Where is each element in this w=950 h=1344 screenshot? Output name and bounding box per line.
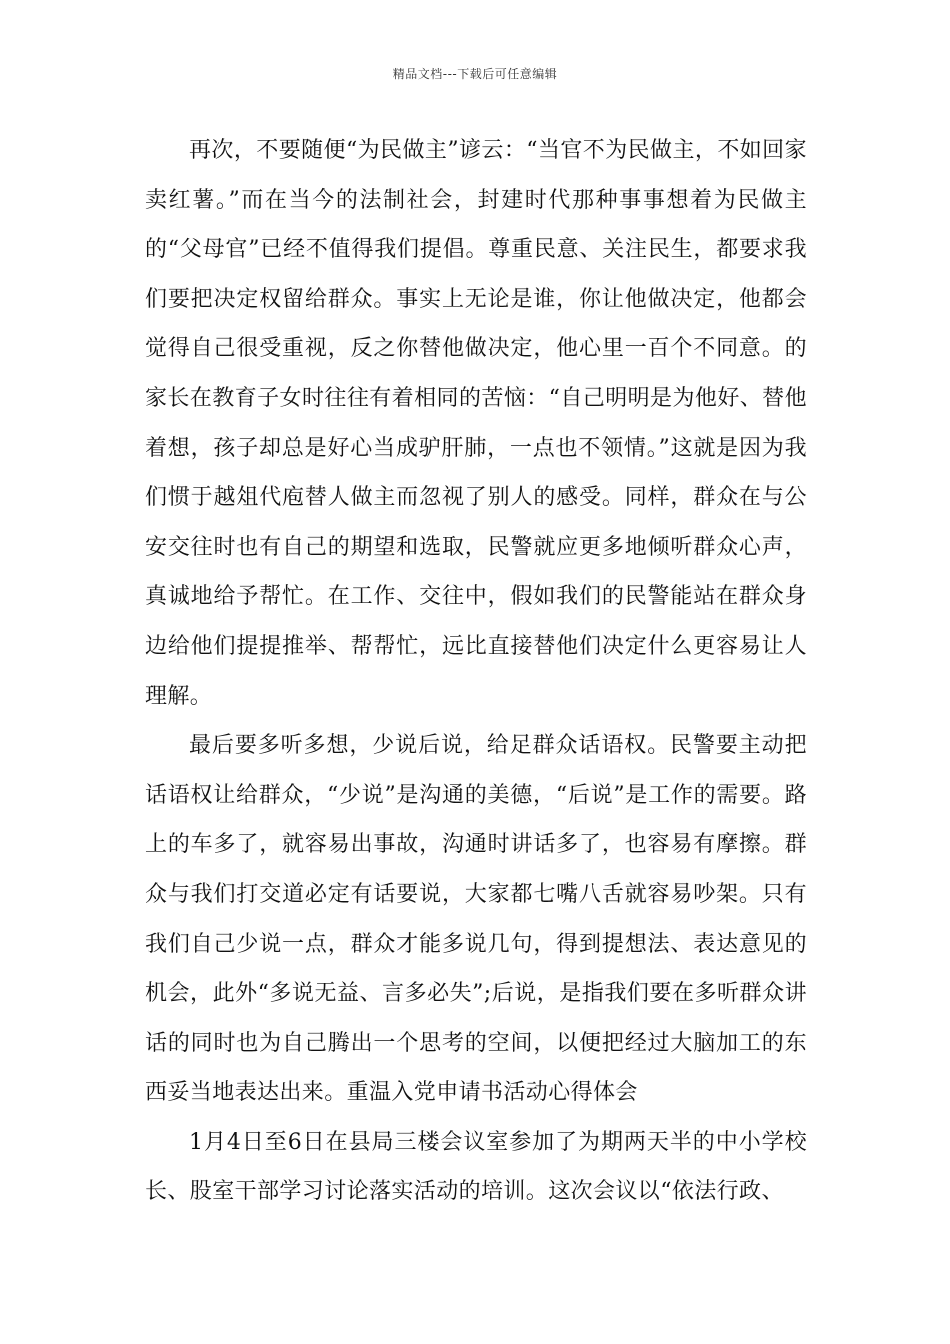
document-body — [145, 126, 807, 1217]
paragraph-1: 再次，不要随便“为民做主”谚云：“当官不为民做主，不如回家卖红薯。”而在当今的法制社会，封建时代那种事事想着为民做主的“父母官”已经不值得我们提倡。尊重民意、关注民生，都要求我们要把决定权留给群众。事实上无论是谁，你让他做决定，他都会觉得自己很受重视，反之你替他做决定，他心里一百个不同意。的家长在教育子女时往往有着相同的苦恼：“自己明明是为他好、替他着想，孩子却总是好心当成驴肝肺，一点也不领情。”这就是因为我们惯于越俎代庖替人做主而忽视了别人的感受。同样，群众在与公安交往时也有自己的期望和选取，民警就应更多地倾听群众心声，真诚地给予帮忙。在工作、交往中，假如我们的民警能站在群众身边给他们提提推举、帮帮忙，远比直接替他们决定什么更容易让人理解。 — [145, 138, 807, 709]
page-header: 精品文档---下载后可任意编辑 — [392, 67, 558, 81]
paragraph-2: 最后要多听多想，少说后说，给足群众话语权。民警要主动把话语权让给群众，“少说”是沟通的美德，“后说”是工作的需要。路上的车多了，就容易出事故，沟通时讲话多了，也容易有摩擦。群众与我们打交道必定有话要说，大家都七嘴八舌就容易吵架。只有我们自己少说一点，群众才能多说几句，得到提想法、表达意见的机会，此外“多说无益、言多必失”;后说，是指我们要在多听群众讲话的同时也为自己腾出一个思考的空间，以便把经过大脑加工的东西妥当地表达出来。重温入党申请书活动心得体会 — [145, 733, 807, 1106]
paragraph-3: 1月4日至6日在县局三楼会议室参加了为期两天半的中小学校长、股室干部学习讨论落实活动的培训。这次会议以“依法行政、 — [145, 1129, 807, 1205]
